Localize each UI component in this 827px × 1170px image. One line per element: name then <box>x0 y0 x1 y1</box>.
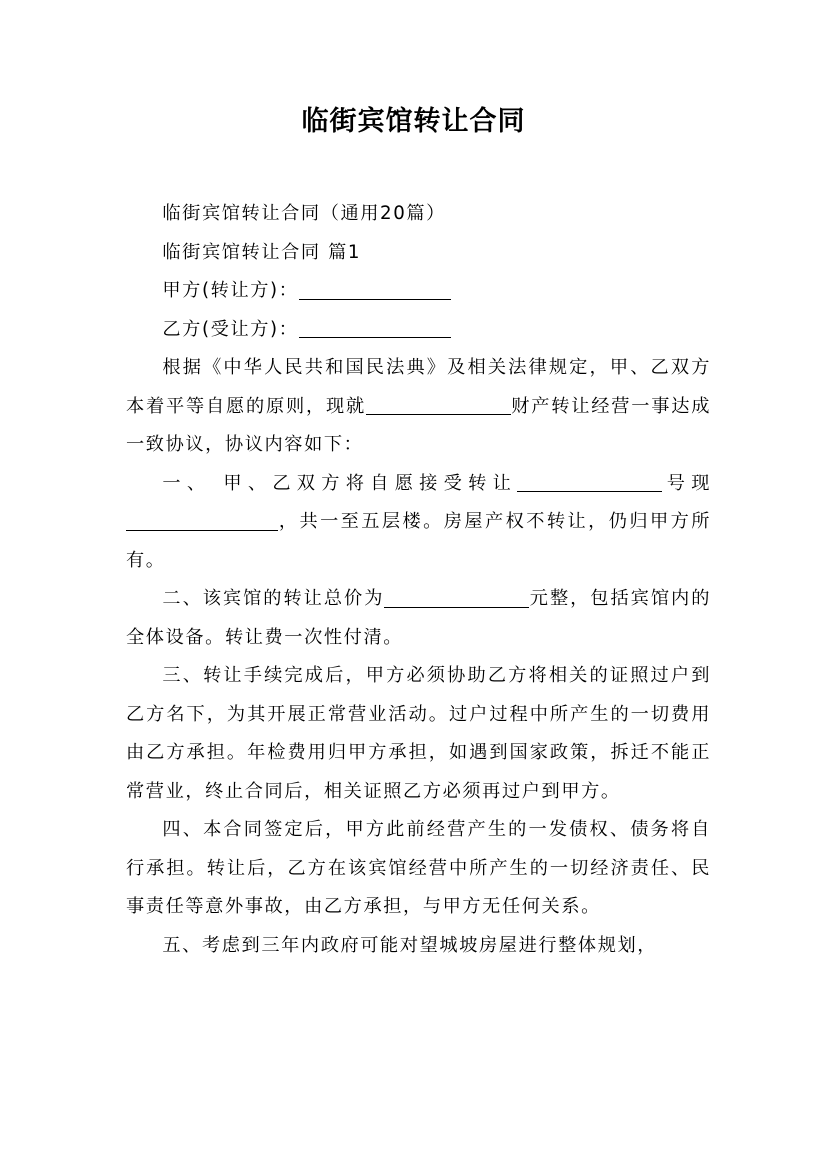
clause-4 <box>126 811 711 927</box>
document-body <box>126 195 711 965</box>
party-a-label: 甲方(转让方)： <box>162 280 299 301</box>
intro-text-1: 根据《中华人民共和国民法典》及相关法律规定，甲、乙双方本着平等自愿的原则，现就 <box>126 357 711 417</box>
clause-3-text: 三、转让手续完成后，甲方必须协助乙方将相关的证照过户到乙方名下，为其开展正常营业活动。过户过程中所产生的一切费用由乙方承担。年检费用归甲方承担，如遇到国家政策，拆迁不能正常营业，终止合同后，相关证照乙方必须再过户到甲方。 <box>126 665 711 802</box>
property-blank <box>366 395 511 415</box>
address-blank <box>517 472 662 492</box>
clause-1-text-3: ，共一至五层楼。房屋产权不转让，仍归甲方所有。 <box>126 511 711 571</box>
party-b-line <box>126 311 711 350</box>
clause-5 <box>126 927 711 966</box>
clause-1-text-1: 一、 甲、乙双方将自愿接受转让 <box>162 472 518 494</box>
subtitle-text: 临街宾馆转让合同（通用20篇） <box>162 203 446 224</box>
party-a-blank <box>299 280 451 300</box>
clause-2-text-2: 元整，包括宾馆内的全体设备。转让费一次性付清。 <box>126 588 711 648</box>
clause-2 <box>126 580 711 657</box>
clause-4-text: 四、本合同签定后，甲方此前经营产生的一发债权、债务将自行承担。转让后，乙方在该宾馆经营中所产生的一切经济责任、民事责任等意外事故，由乙方承担，与甲方无任何关系。 <box>126 819 711 917</box>
building-blank <box>126 511 278 531</box>
party-b-label: 乙方(受让方)： <box>162 318 299 340</box>
party-b-blank <box>299 318 451 338</box>
party-a-line <box>126 272 711 311</box>
clause-1 <box>126 465 711 581</box>
section-heading-text: 临街宾馆转让合同 篇1 <box>162 241 362 263</box>
document-title: 临街宾馆转让合同 <box>301 106 526 137</box>
clause-3 <box>126 657 711 811</box>
clause-1-text-2: 号现 <box>662 472 711 494</box>
intro-text-2: 财产转让经营一事达成一致协议，协议内容如下： <box>126 395 711 455</box>
subtitle <box>126 195 711 234</box>
clause-2-text-1: 二、该宾馆的转让总价为 <box>162 588 385 609</box>
intro-paragraph <box>126 349 711 465</box>
clause-5-text: 五、考虑到三年内政府可能对望城坡房屋进行整体规划， <box>162 934 658 956</box>
price-blank <box>384 588 529 608</box>
section-heading <box>126 234 711 273</box>
